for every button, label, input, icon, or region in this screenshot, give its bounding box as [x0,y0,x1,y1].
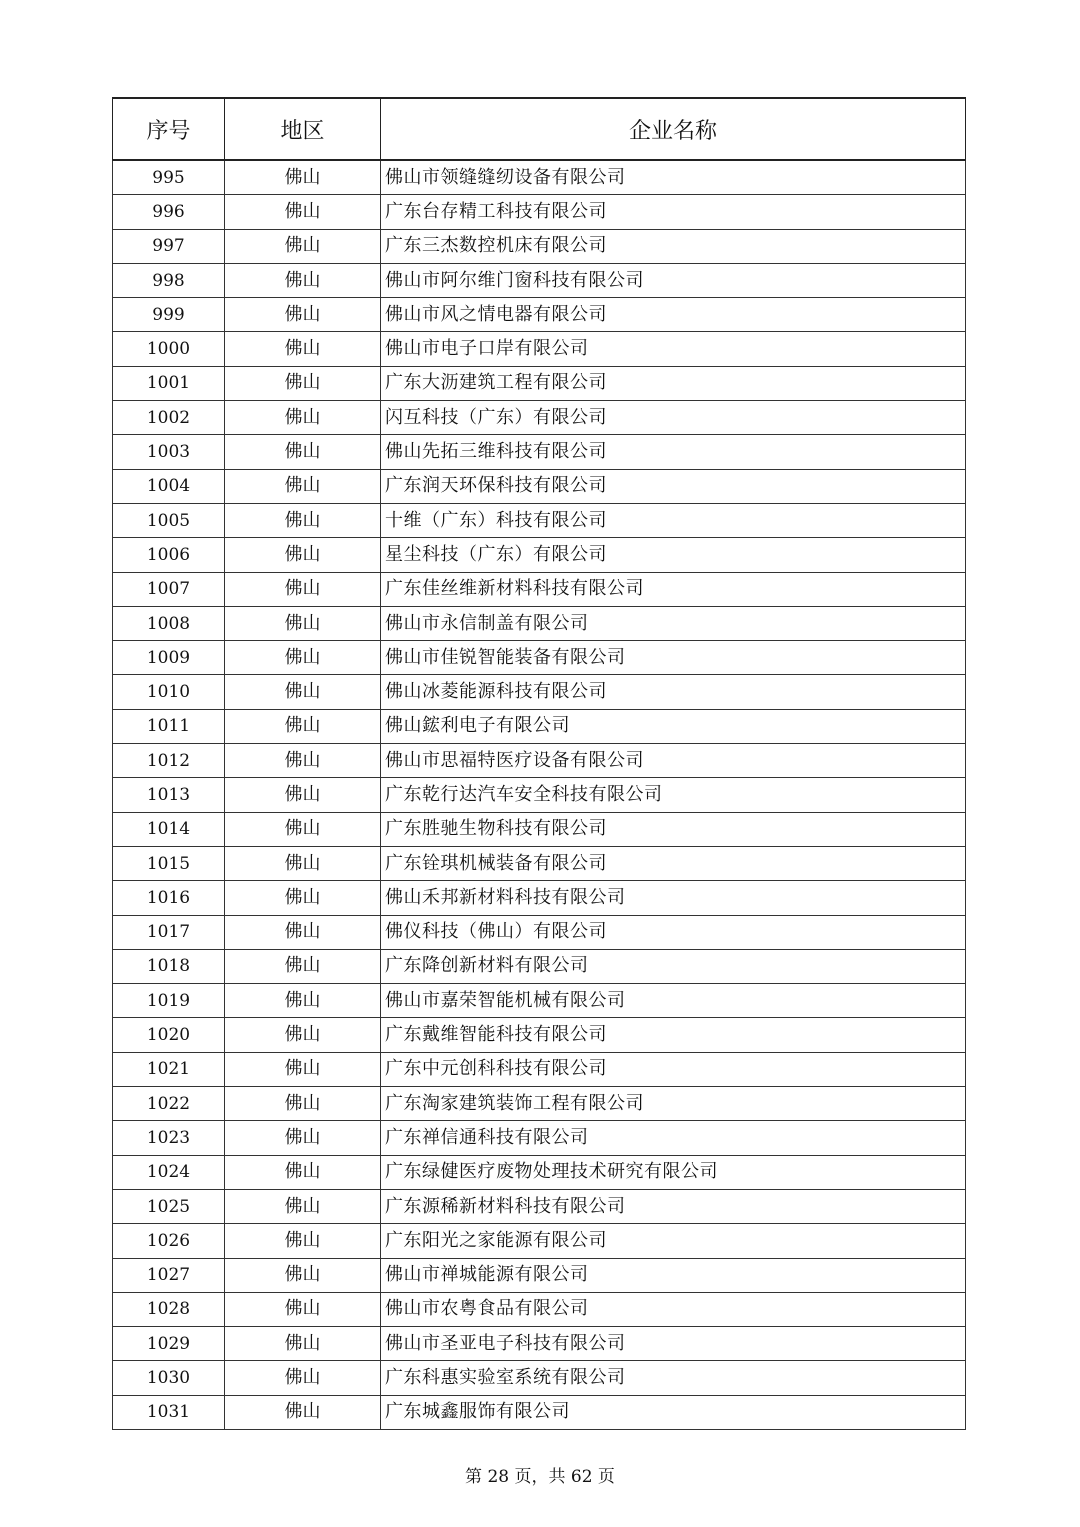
row-region: 佛山 [225,846,381,880]
row-company-name: 广东阳光之家能源有限公司 [381,1224,966,1258]
row-company-name: 广东润天环保科技有限公司 [381,469,966,503]
row-region: 佛山 [225,332,381,366]
row-index: 1019 [113,984,225,1018]
table-row [113,160,966,195]
header-region: 地区 [225,98,381,160]
table-row [113,778,966,812]
row-company-name: 广东中元创科科技有限公司 [381,1052,966,1086]
row-company-name: 广东降创新材料有限公司 [381,949,966,983]
row-region: 佛山 [225,1224,381,1258]
row-company-name: 闪互科技（广东）有限公司 [381,401,966,435]
row-index: 1004 [113,469,225,503]
table-row [113,503,966,537]
row-company-name: 佛山市农粤食品有限公司 [381,1292,966,1326]
row-region: 佛山 [225,1395,381,1429]
header-company-name: 企业名称 [381,98,966,160]
table-row [113,1395,966,1429]
row-index: 1009 [113,641,225,675]
company-list-table [112,97,966,1430]
row-index: 1013 [113,778,225,812]
row-company-name: 广东禅信通科技有限公司 [381,1121,966,1155]
row-region: 佛山 [225,229,381,263]
row-region: 佛山 [225,1258,381,1292]
table-row [113,229,966,263]
row-region: 佛山 [225,401,381,435]
row-region: 佛山 [225,1018,381,1052]
row-company-name: 佛山冰菱能源科技有限公司 [381,675,966,709]
row-index: 1010 [113,675,225,709]
row-region: 佛山 [225,1361,381,1395]
table-row [113,881,966,915]
table-row [113,298,966,332]
row-region: 佛山 [225,744,381,778]
table-header [113,98,966,160]
row-region: 佛山 [225,778,381,812]
table-row [113,846,966,880]
table-row [113,1327,966,1361]
table-row [113,812,966,846]
row-index: 1014 [113,812,225,846]
row-company-name: 佛山市嘉荣智能机械有限公司 [381,984,966,1018]
row-company-name: 广东乾行达汽车安全科技有限公司 [381,778,966,812]
row-company-name: 佛山市电子口岸有限公司 [381,332,966,366]
row-region: 佛山 [225,298,381,332]
row-region: 佛山 [225,606,381,640]
row-company-name: 佛山禾邦新材料科技有限公司 [381,881,966,915]
row-company-name: 星尘科技（广东）有限公司 [381,538,966,572]
row-company-name: 广东胜驰生物科技有限公司 [381,812,966,846]
row-index: 1008 [113,606,225,640]
row-index: 997 [113,229,225,263]
row-region: 佛山 [225,949,381,983]
row-index: 996 [113,195,225,229]
table-row [113,538,966,572]
page-footer: 第 28 页，共 62 页 [465,1467,615,1487]
row-company-name: 佛山市禅城能源有限公司 [381,1258,966,1292]
row-company-name: 佛山市佳锐智能装备有限公司 [381,641,966,675]
row-company-name: 广东淘家建筑装饰工程有限公司 [381,1087,966,1121]
row-region: 佛山 [225,709,381,743]
row-region: 佛山 [225,366,381,400]
row-index: 1012 [113,744,225,778]
row-region: 佛山 [225,915,381,949]
row-index: 998 [113,263,225,297]
row-index: 999 [113,298,225,332]
row-company-name: 佛山先拓三维科技有限公司 [381,435,966,469]
row-company-name: 十维（广东）科技有限公司 [381,503,966,537]
row-company-name: 广东大沥建筑工程有限公司 [381,366,966,400]
row-region: 佛山 [225,1327,381,1361]
row-index: 1001 [113,366,225,400]
table-row [113,1361,966,1395]
row-company-name: 广东台存精工科技有限公司 [381,195,966,229]
row-index: 995 [113,160,225,195]
row-company-name: 佛仪科技（佛山）有限公司 [381,915,966,949]
row-region: 佛山 [225,1189,381,1223]
row-company-name: 佛山市风之情电器有限公司 [381,298,966,332]
table-row [113,1052,966,1086]
row-company-name: 广东绿健医疗废物处理技术研究有限公司 [381,1155,966,1189]
table-row [113,401,966,435]
table-row [113,709,966,743]
row-index: 1007 [113,572,225,606]
row-region: 佛山 [225,1121,381,1155]
row-index: 1026 [113,1224,225,1258]
table-row [113,641,966,675]
row-index: 1017 [113,915,225,949]
row-index: 1022 [113,1087,225,1121]
row-index: 1003 [113,435,225,469]
row-region: 佛山 [225,160,381,195]
row-index: 1027 [113,1258,225,1292]
table-row [113,469,966,503]
row-index: 1005 [113,503,225,537]
row-index: 1000 [113,332,225,366]
table-row [113,949,966,983]
row-region: 佛山 [225,572,381,606]
row-index: 1029 [113,1327,225,1361]
row-region: 佛山 [225,263,381,297]
table-row [113,263,966,297]
row-region: 佛山 [225,675,381,709]
row-company-name: 佛山市领缝缝纫设备有限公司 [381,160,966,195]
row-index: 1028 [113,1292,225,1326]
row-company-name: 广东科惠实验室系统有限公司 [381,1361,966,1395]
table-row [113,1155,966,1189]
table-row [113,572,966,606]
row-company-name: 佛山市永信制盖有限公司 [381,606,966,640]
row-region: 佛山 [225,1087,381,1121]
row-company-name: 广东铨琪机械装备有限公司 [381,846,966,880]
table-row [113,1087,966,1121]
row-company-name: 广东城鑫服饰有限公司 [381,1395,966,1429]
row-company-name: 佛山鋐利电子有限公司 [381,709,966,743]
row-region: 佛山 [225,538,381,572]
row-company-name: 佛山市思福特医疗设备有限公司 [381,744,966,778]
row-company-name: 广东佳丝维新材料科技有限公司 [381,572,966,606]
row-company-name: 佛山市圣亚电子科技有限公司 [381,1327,966,1361]
row-region: 佛山 [225,1155,381,1189]
row-index: 1018 [113,949,225,983]
table-row [113,1258,966,1292]
row-region: 佛山 [225,469,381,503]
table-row [113,744,966,778]
row-region: 佛山 [225,435,381,469]
table-row [113,366,966,400]
table-row [113,1292,966,1326]
row-region: 佛山 [225,195,381,229]
header-row [113,98,966,160]
row-index: 1002 [113,401,225,435]
table-row [113,675,966,709]
table-row [113,984,966,1018]
row-index: 1025 [113,1189,225,1223]
header-index: 序号 [113,98,225,160]
row-index: 1020 [113,1018,225,1052]
table-body [113,160,966,1429]
row-region: 佛山 [225,812,381,846]
row-index: 1006 [113,538,225,572]
row-company-name: 广东戴维智能科技有限公司 [381,1018,966,1052]
row-index: 1030 [113,1361,225,1395]
table-row [113,1224,966,1258]
row-index: 1023 [113,1121,225,1155]
row-region: 佛山 [225,503,381,537]
row-index: 1024 [113,1155,225,1189]
table-row [113,606,966,640]
row-company-name: 广东源稀新材料科技有限公司 [381,1189,966,1223]
row-region: 佛山 [225,881,381,915]
table-row [113,195,966,229]
table-row [113,332,966,366]
row-company-name: 佛山市阿尔维门窗科技有限公司 [381,263,966,297]
row-company-name: 广东三杰数控机床有限公司 [381,229,966,263]
row-region: 佛山 [225,1052,381,1086]
row-region: 佛山 [225,641,381,675]
table-row [113,1018,966,1052]
table-row [113,1189,966,1223]
table-row [113,915,966,949]
table-row [113,435,966,469]
row-index: 1031 [113,1395,225,1429]
table-row [113,1121,966,1155]
row-index: 1011 [113,709,225,743]
row-index: 1021 [113,1052,225,1086]
row-index: 1016 [113,881,225,915]
row-region: 佛山 [225,1292,381,1326]
row-region: 佛山 [225,984,381,1018]
row-index: 1015 [113,846,225,880]
